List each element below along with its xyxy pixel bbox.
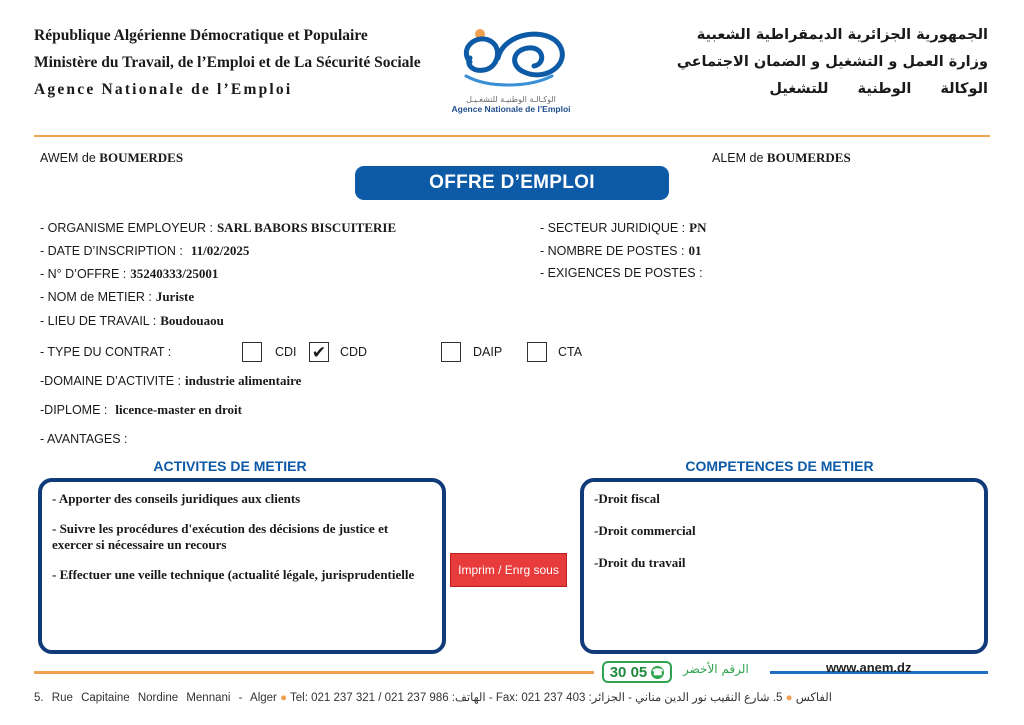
- organisme-value: SARL BABORS BISCUITERIE: [216, 220, 397, 235]
- header-fr: [34, 22, 421, 103]
- anem-logo: [446, 18, 576, 130]
- bullet-icon: ●: [785, 692, 793, 704]
- lieu-field: [40, 313, 224, 329]
- checkbox-cdi[interactable]: [242, 342, 262, 362]
- checkbox-cta-label: CTA: [558, 345, 583, 359]
- alem-label: ALEM de: [712, 151, 764, 165]
- phone-icon: ☎: [652, 666, 664, 677]
- date-field: [40, 243, 249, 259]
- awem: [40, 150, 183, 166]
- lieu-label: - LIEU DE TRAVAIL :: [40, 314, 157, 328]
- header-divider: [34, 135, 990, 137]
- contact-info: Tel: 021 237 321 / 021 237 986 :الهاتف - Fax: 021 237 403 :الفاكس: [290, 692, 832, 704]
- logo-fr-text: Agence Nationale de l’Emploi: [451, 104, 571, 114]
- activites-list: [42, 482, 442, 583]
- print-save-button[interactable]: Imprim / Enrg sous: [450, 553, 567, 587]
- address-ar: 5. شارع النقيب نور الدين مناني - الجزائر: [591, 692, 783, 704]
- domaine-label: -DOMAINE D’ACTIVITE :: [40, 374, 181, 388]
- domaine-value: industrie alimentaire: [184, 373, 302, 388]
- header-ar-line-3: الوكالة الوطنية للتشغيل: [769, 81, 988, 97]
- organisme-label: - ORGANISME EMPLOYEUR :: [40, 221, 213, 235]
- green-number-value: 30 05: [609, 663, 648, 681]
- address-fr: 5. Rue Capitaine Nordine Mennani - Alger: [34, 692, 277, 704]
- date-value: 11/02/2025: [190, 243, 250, 258]
- green-number-label: الرقم الأخضر: [683, 662, 749, 676]
- header-fr-line-2: Ministère du Travail, de l’Emploi et de La Sécurité Sociale: [34, 54, 421, 71]
- header-ar-line-1: الجمهورية الجزائرية الديمقراطية الشعبية: [696, 27, 988, 43]
- check-icon: ✔: [311, 342, 327, 362]
- competences-list: [584, 482, 984, 571]
- footer-address: [34, 690, 832, 704]
- activites-box[interactable]: [38, 478, 446, 654]
- awem-value: BOUMERDES: [99, 150, 184, 165]
- organisme-field: [40, 220, 396, 236]
- postes-field: [540, 243, 701, 259]
- activites-title: ACTIVITES DE METIER: [153, 458, 307, 474]
- anem-logo-icon: [448, 18, 574, 90]
- checkbox-cdi-label: CDI: [275, 345, 297, 359]
- checkbox-cdd[interactable]: [309, 342, 329, 362]
- metier-label: - NOM de METIER :: [40, 290, 152, 304]
- awem-label: AWEM de: [40, 151, 96, 165]
- checkbox-daip-label: DAIP: [473, 345, 503, 359]
- secteur-label: - SECTEUR JURIDIQUE :: [540, 221, 686, 235]
- lieu-value: Boudouaou: [160, 313, 224, 328]
- bullet-icon: ●: [280, 692, 288, 704]
- header-fr-line-1: République Algérienne Démocratique et Populaire: [34, 27, 368, 44]
- competence-item: -Droit du travail: [594, 555, 686, 570]
- activite-item: - Effectuer une veille technique (actualité légale, jurisprudentielle: [52, 567, 415, 582]
- competence-item: -Droit fiscal: [594, 491, 660, 506]
- footer-line-orange: [34, 671, 594, 674]
- exigences-label: - EXIGENCES DE POSTES :: [540, 266, 703, 280]
- secteur-field: [540, 220, 707, 236]
- exigences-field: [540, 266, 703, 280]
- diplome-value: licence-master en droit: [115, 402, 242, 417]
- alem-value: BOUMERDES: [766, 150, 851, 165]
- postes-label: - NOMBRE DE POSTES :: [540, 244, 685, 258]
- diplome-label: -DIPLOME :: [40, 403, 108, 417]
- contrat-label: - TYPE DU CONTRAT :: [40, 345, 172, 359]
- date-label: - DATE D’INSCRIPTION :: [40, 244, 183, 258]
- website-link[interactable]: www.anem.dz: [826, 660, 912, 675]
- checkbox-cta[interactable]: [527, 342, 547, 362]
- checkbox-daip[interactable]: [441, 342, 461, 362]
- offre-label: - N° D’OFFRE :: [40, 267, 127, 281]
- competence-item: -Droit commercial: [594, 523, 696, 538]
- header-ar-line-2: وزارة العمل و التشغيل و الضمان الاجتماعي: [676, 54, 988, 70]
- alem: [712, 150, 851, 166]
- header-ar: [677, 22, 988, 103]
- page-title: OFFRE D’EMPLOI: [355, 166, 669, 200]
- secteur-value: PN: [689, 220, 707, 235]
- logo-ar-text: الوكـالـة الوطنيـة للتشغـيـل: [466, 95, 556, 104]
- checkbox-cdd-label: CDD: [340, 345, 368, 359]
- activite-item: - Apporter des conseils juridiques aux clients: [52, 491, 301, 506]
- green-number: [602, 661, 672, 683]
- metier-value: Juriste: [155, 289, 195, 304]
- activite-item: - Suivre les procédures d'exécution des décisions de justice et exercer si nécessaire un recours: [52, 521, 389, 552]
- diplome-field: [40, 402, 242, 418]
- avantages-label: - AVANTAGES :: [40, 432, 128, 446]
- header-fr-line-3: Agence Nationale de l’Emploi: [34, 81, 293, 98]
- domaine-field: [40, 373, 301, 389]
- competences-title: COMPETENCES DE METIER: [685, 458, 874, 474]
- metier-field: [40, 289, 194, 305]
- competences-box[interactable]: [580, 478, 988, 654]
- offre-value: 35240333/25001: [130, 266, 219, 281]
- offre-field: [40, 266, 218, 282]
- postes-value: 01: [688, 243, 702, 258]
